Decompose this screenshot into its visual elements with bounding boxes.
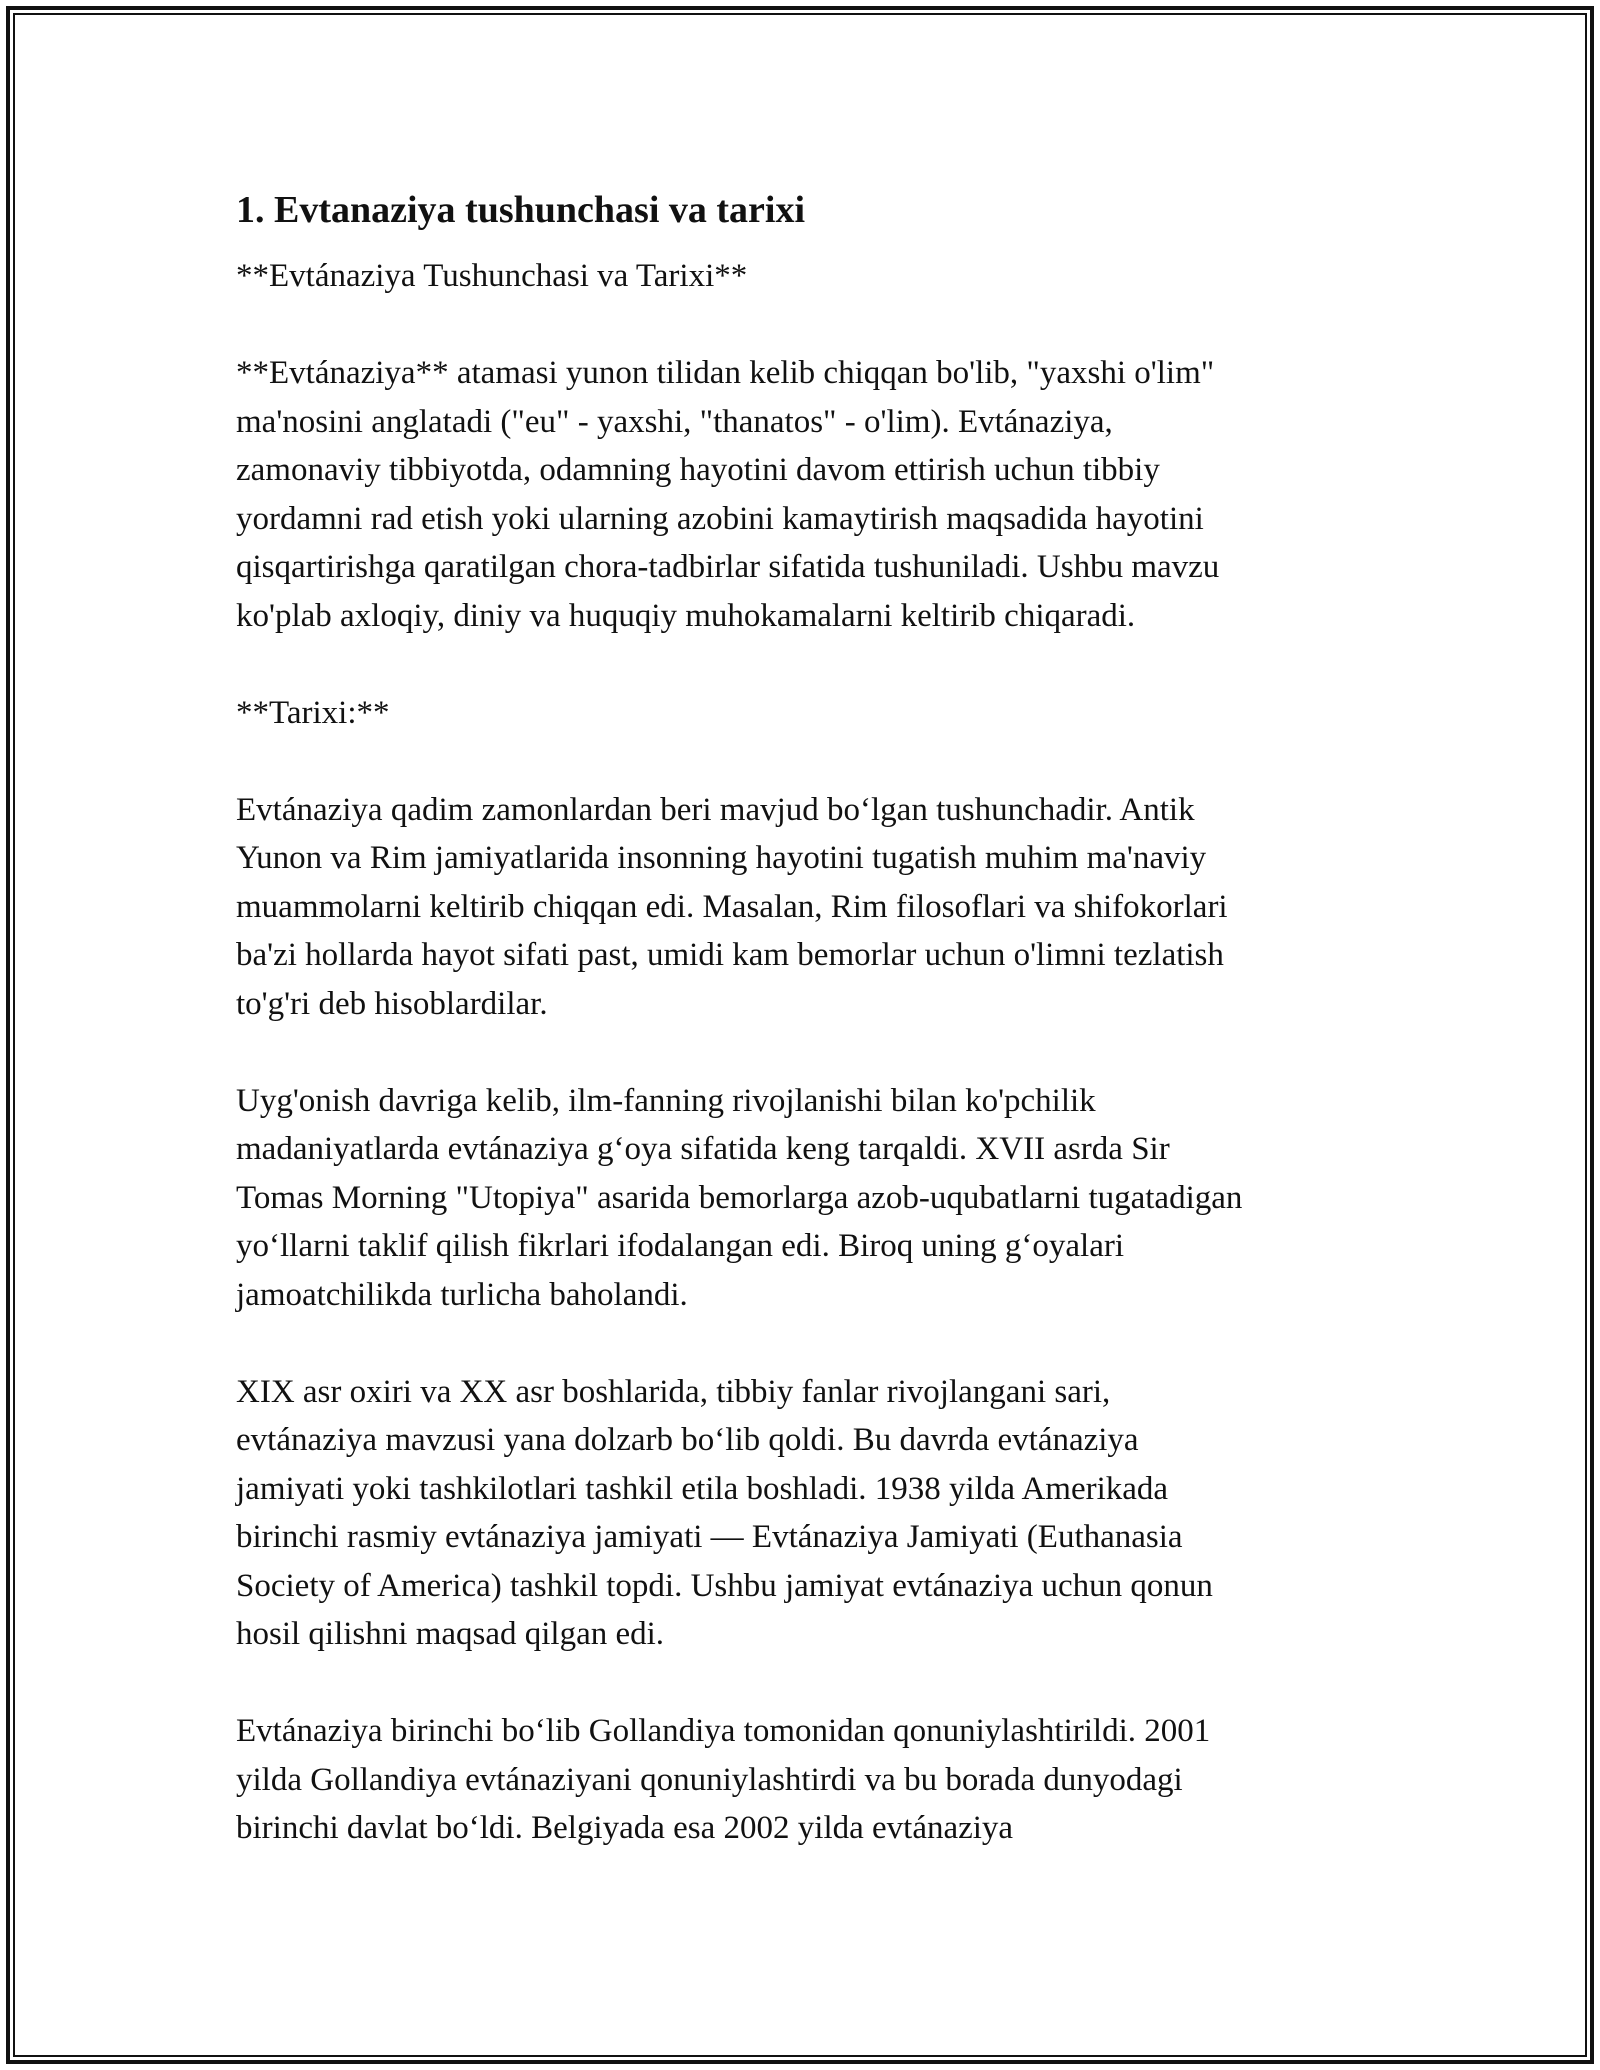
paragraph-legalization: Evtánaziya birinchi boʻlib Gollandiya tomonidan qonuniylashtirildi. 2001 yilda Gollandiya evtánaziyani qonuniylashtirdi va bu borada dunyodagi birinchi davlat boʻldi. Belgiyada esa 2002 yilda evtánaziya: [236, 1713, 1211, 1846]
section-heading: 1. Evtanaziya tushunchasi va tarixi: [236, 189, 806, 231]
paragraph-antiquity: Evtánaziya qadim zamonlardan beri mavjud boʻlgan tushunchadir. Antik Yunon va Rim jamiyatlarida insonning hayotini tugatish muhim ma'naviy muammolarni keltirib chiqqan edi. Masalan, Rim filosoflari va shifokorlari ba'zi hollarda hayot sifati past, umidi kam bemorlar uchun o'limni tezlatish to'g'ri deb hisoblardilar.: [236, 791, 1228, 1022]
paragraph-history-label: **Tarixi:**: [236, 694, 390, 731]
paragraph-renaissance: Uyg'onish davriga kelib, ilm-fanning rivojlanishi bilan ko'pchilik madaniyatlarda evtánaziya gʻoya sifatida keng tarqaldi. XVII asrda Sir Tomas Morning "Utopiya" asarida bemorlarga azob-uqubatlarni tugatadigan yoʻllarni taklif qilish fikrlari ifodalangan edi. Biroq uning gʻoyalari jamoatchilikda turlicha baholandi.: [236, 1082, 1243, 1313]
document-body: [236, 186, 1376, 1853]
paragraph-subtitle: **Evtánaziya Tushunchasi va Tarixi**: [236, 258, 748, 294]
paragraph-modern-era: XIX asr oxiri va XX asr boshlarida, tibbiy fanlar rivojlangani sari, evtánaziya mavzusi yana dolzarb boʻlib qoldi. Bu davrda evtánaziya jamiyati yoki tashkilotlari tashkil etila boshladi. 1938 yilda Amerikada birinchi rasmiy evtánaziya jamiyati — Evtánaziya Jamiyati (Euthanasia Society of America) tashkil topdi. Ushbu jamiyat evtánaziya uchun qonun hosil qilishni maqsad qilgan edi.: [236, 1373, 1213, 1652]
paragraph-definition: **Evtánaziya** atamasi yunon tilidan kelib chiqqan bo'lib, "yaxshi o'lim" ma'nosini anglatadi ("eu" - yaxshi, "thanatos" - o'lim). Evtánaziya, zamonaviy tibbiyotda, odamning hayotini davom ettirish uchun tibbiy yordamni rad etish yoki ularning azobini kamaytirish maqsadida hayotini qisqartirishga qaratilgan chora-tadbirlar sifatida tushuniladi. Ushbu mavzu ko'plab axloqiy, diniy va huquqiy muhokamalarni keltirib chiqaradi.: [236, 355, 1220, 634]
